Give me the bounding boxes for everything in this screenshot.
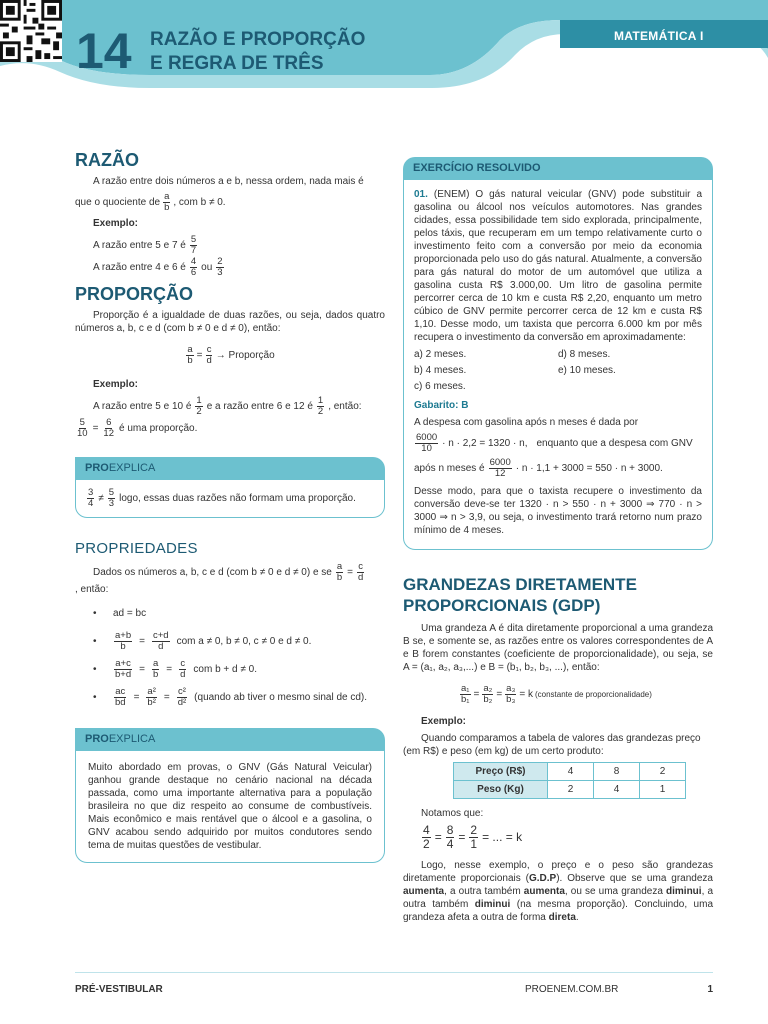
- option-e: e) 10 meses.: [558, 365, 616, 376]
- numerator: ac: [115, 685, 126, 697]
- proexplica-body: [75, 479, 385, 518]
- fraction: [446, 824, 455, 851]
- solution-gnv-expr: · n · 1,1 + 3000 = 550 · n + 3000.: [515, 463, 663, 474]
- table-cell: 4: [594, 781, 640, 799]
- list-item: • $\frac{a+b}{b}$ = $\frac{c+d}{d}$ com a ≠ 0, b ≠ 0, c ≠ 0 e d ≠ 0.: [93, 629, 312, 652]
- denominator: b²: [147, 696, 156, 708]
- table-row: [454, 781, 686, 799]
- table-cell: 4: [548, 763, 594, 781]
- denominator: 2: [317, 405, 324, 417]
- proporcao-example-text-a: A razão entre 5 e 10 é: [93, 400, 192, 412]
- fraction: [195, 396, 202, 417]
- razao-intro-text-a: A razão entre dois números a e b, nessa ordem, nada mais é: [93, 176, 364, 187]
- denominator: b: [336, 571, 343, 583]
- denominator: 1: [470, 837, 478, 851]
- fraction: [87, 488, 94, 509]
- keyword-aumenta: aumenta: [523, 886, 565, 897]
- table-cell: 8: [594, 763, 640, 781]
- proporcao-example-label: Exemplo:: [93, 379, 139, 390]
- proexplica-header: [75, 728, 385, 750]
- numerator: 6: [106, 416, 112, 428]
- table-row-header: Peso (Kg): [454, 781, 548, 799]
- gdp-formula: [459, 684, 713, 705]
- chapter-title-line-2: E REGRA DE TRÊS: [150, 53, 324, 74]
- numerator: a: [336, 560, 343, 572]
- option-a: a) 2 meses.: [414, 349, 467, 360]
- denominator: d²: [177, 696, 187, 708]
- numerator: a: [164, 191, 170, 202]
- option-c: c) 6 meses.: [414, 381, 466, 392]
- exercicio-number: 01.: [414, 189, 428, 200]
- fraction: [179, 659, 186, 680]
- numerator: a₁: [461, 683, 470, 694]
- proporcao-arrow-label: → Proporção: [215, 350, 275, 361]
- razao-intro-text-c: , com b ≠ 0.: [173, 197, 226, 208]
- denominator: b: [120, 640, 126, 652]
- denominator: d: [158, 640, 164, 652]
- denominator: b: [164, 202, 170, 213]
- razao-example-1-text: A razão entre 5 e 7 é: [93, 239, 186, 251]
- numerator: a+c: [115, 657, 131, 669]
- conclusion-text: , a outra também: [444, 886, 521, 897]
- exercicio-header: EXERCÍCIO RESOLVIDO: [403, 157, 713, 179]
- equals-sign: =: [347, 566, 354, 578]
- pro-label: PRO: [85, 462, 109, 474]
- fraction: [422, 824, 431, 851]
- numerator: a₃: [506, 683, 516, 694]
- propriedades-list: [93, 602, 385, 708]
- fraction: [152, 631, 170, 652]
- razao-example-label: Exemplo:: [93, 218, 139, 229]
- right-column: [403, 157, 713, 928]
- numerator: c: [358, 560, 364, 572]
- numerator: 6000: [416, 432, 438, 443]
- fraction: [482, 684, 493, 705]
- solution-line-3: [414, 458, 702, 479]
- denominator: 6: [190, 266, 197, 278]
- fraction: [357, 562, 364, 583]
- equals-sign: =: [196, 350, 203, 361]
- denominator: 4: [88, 498, 94, 509]
- proporcao-formula: [75, 345, 385, 366]
- equals-sign: =: [139, 635, 145, 647]
- property-1-text: ad = bc: [113, 607, 147, 619]
- numerator: 8: [446, 823, 454, 837]
- table-cell: 1: [640, 781, 686, 799]
- table-row: [454, 763, 686, 781]
- gdp-conclusion: [403, 859, 713, 924]
- razao-intro-line-2: [75, 192, 385, 213]
- equals-sign: =: [458, 830, 466, 844]
- numerator: 1: [317, 394, 324, 406]
- proporcao-example-text-c: , então:: [328, 400, 362, 412]
- denominator: 4: [446, 837, 454, 851]
- denominator: 10: [77, 427, 88, 439]
- conclusion-text: , a outra também: [403, 886, 714, 910]
- fraction: [489, 458, 512, 479]
- fraction: [505, 684, 516, 705]
- option-d: d) 8 meses.: [558, 349, 611, 360]
- chapter-title: [150, 28, 365, 76]
- denominator: b: [187, 355, 193, 366]
- explica-label: EXPLICA: [108, 733, 156, 745]
- conclusion-text: Logo, nesse exemplo, o preço e o peso são grandezas diretamente proporcionais (: [403, 860, 713, 884]
- ratio-tail: = ... = k: [482, 830, 523, 844]
- proporcao-example-text-d: é uma proporção.: [119, 422, 198, 434]
- option-b: b) 4 meses.: [414, 365, 467, 376]
- denominator: 12: [494, 468, 506, 479]
- denominator: d: [180, 668, 186, 680]
- solution-line-1: A despesa com gasolina após n meses é dada por: [414, 417, 639, 428]
- numerator: 4: [423, 823, 430, 837]
- fraction: [205, 345, 212, 366]
- denominator: bd: [115, 696, 126, 708]
- denominator: 12: [103, 427, 114, 439]
- proporcao-example-line-2: [75, 417, 385, 439]
- numerator: 4: [190, 255, 197, 267]
- page-number: 1: [707, 984, 713, 995]
- formula-note: (constante de proporcionalidade): [534, 690, 652, 699]
- numerator: a: [152, 657, 159, 669]
- numerator: 5: [190, 233, 197, 245]
- footer-website-link[interactable]: PROENEM.COM.BR: [525, 984, 619, 995]
- conclusion-text: , ou se uma grandeza: [564, 886, 663, 897]
- fraction: [114, 631, 132, 652]
- razao-example-1: [93, 234, 385, 256]
- numerator: 1: [196, 394, 202, 406]
- proexplica-header: [75, 457, 385, 479]
- table-cell: 2: [548, 781, 594, 799]
- razao-intro-text-b: que o quociente de: [75, 197, 161, 208]
- propriedades-intro-text: Dados os números a, b, c e d (com b ≠ 0 e d ≠ 0) e se: [93, 566, 332, 578]
- fraction: [216, 257, 223, 278]
- equals-sign: =: [133, 691, 140, 703]
- property-2-condition: com a ≠ 0, b ≠ 0, c ≠ 0 e d ≠ 0.: [176, 635, 312, 647]
- equals-sign: =: [473, 689, 480, 700]
- numerator: 6000: [489, 457, 511, 468]
- solution-line-2: [414, 433, 702, 454]
- property-3-condition: com b + d ≠ 0.: [193, 663, 257, 675]
- razao-example-2-or: ou: [201, 261, 213, 273]
- propriedades-intro: [93, 561, 385, 583]
- gdp-heading-line-2: PROPORCIONAIS (GDP): [403, 596, 601, 615]
- left-column: [75, 150, 385, 863]
- gdp-example-intro: Quando comparamos a tabela de valores das grandezas preço (em R$) e peso (em kg) de um certo produto:: [403, 733, 701, 757]
- fraction: [460, 684, 471, 705]
- exercicio-options: [414, 348, 702, 393]
- equals-sign: =: [92, 422, 99, 434]
- denominator: 2: [423, 837, 430, 851]
- list-item: • $\frac{ac}{bd}$ = $\frac{\text{a²}}{\text{b²}}$ = $\frac{\text{c²}}{\text{d²}}$ (quando ab tiver o mesmo sinal de cd).: [93, 685, 368, 708]
- gdp-notamos: Notamos que:: [421, 808, 484, 819]
- not-equal-sign: ≠: [98, 493, 104, 504]
- fraction: [76, 418, 89, 439]
- solution-conclusion: Desse modo, para que o taxista recupere o investimento da conversão deve-se ter 1320 · n > 550 · n + 3000 ⇒ 770 · n > 3000 ⇒ n > 3,9, ou seja, o investimento trará retorno num prazo mínimo de 4 meses.: [414, 486, 702, 536]
- fraction: [102, 418, 115, 439]
- section-heading-propriedades: PROPRIEDADES: [75, 540, 198, 557]
- equals-sign: =: [163, 691, 170, 703]
- subject-label: MATEMÁTICA I: [614, 29, 704, 43]
- table-row-header: Preço (R$): [454, 763, 548, 781]
- gdp-heading-line-1: GRANDEZAS DIRETAMENTE: [403, 575, 637, 594]
- section-heading-razao: RAZÃO: [75, 150, 139, 170]
- gdp-ratios: [421, 824, 713, 851]
- proexplica-1-text: logo, essas duas razões não formam uma proporção.: [119, 493, 356, 504]
- razao-example-2: [93, 256, 385, 278]
- gabarito: Gabarito: B: [414, 400, 469, 411]
- conclusion-gdp: G.D.P: [528, 873, 557, 884]
- numerator: a+b: [115, 629, 132, 641]
- proporcao-intro: Proporção é a igualdade de duas razões, ou seja, dados quatro números a, b, c e d (com b ≠ 0 e d ≠ 0), então:: [75, 310, 385, 334]
- explica-label: EXPLICA: [108, 462, 156, 474]
- proporcao-example-text-b: e a razão entre 6 e 12 é: [206, 400, 313, 412]
- denominator: 10: [421, 443, 432, 454]
- propriedades-intro-tail: , então:: [75, 584, 109, 595]
- numerator: 3: [88, 487, 94, 498]
- fraction: [186, 345, 193, 366]
- exercicio-body: [403, 179, 713, 550]
- fraction: [190, 235, 197, 256]
- fraction: [152, 659, 159, 680]
- footer-left-label: PRÉ-VESTIBULAR: [75, 984, 163, 995]
- fraction: [190, 257, 197, 278]
- denominator: b₁: [461, 694, 470, 705]
- solution-text-2: enquanto que a despesa com GNV: [536, 438, 693, 449]
- fraction: [114, 659, 132, 680]
- equals-sign: =: [166, 663, 173, 675]
- property-4-condition: (quando ab tiver o mesmo sinal de cd).: [194, 691, 368, 703]
- chapter-title-line-1: RAZÃO E PROPORÇÃO: [150, 29, 366, 50]
- numerator: c: [206, 344, 212, 355]
- proexplica-box-1: [75, 457, 385, 518]
- proexplica-box-2: [75, 728, 385, 863]
- denominator: b: [152, 668, 159, 680]
- exercicio-resolvido-box: [403, 157, 713, 550]
- numerator: a₂: [483, 683, 493, 694]
- numerator: c²: [177, 685, 186, 697]
- formula-k: = k: [519, 689, 533, 700]
- exercicio-question: [414, 188, 702, 344]
- fraction: [108, 488, 115, 509]
- denominator: 7: [190, 244, 197, 256]
- page-header: [0, 0, 768, 140]
- keyword-aumenta: aumenta: [403, 886, 445, 897]
- keyword-diminui: diminui: [474, 899, 511, 910]
- equals-sign: =: [434, 830, 442, 844]
- denominator: 3: [108, 498, 115, 509]
- fraction: [177, 687, 187, 708]
- gdp-intro: Uma grandeza A é dita diretamente proporcional a uma grandeza B se, e somente se, as razões entre os valores correspondentes de A e B forem constantes (coeficiente de proporcionalidade), ou seja, se A = (a₁, a₂, a₃,...) e B = (b₁, b₂, b₃, ...), então:: [403, 623, 713, 673]
- list-item: • ad = bc: [93, 607, 147, 619]
- fraction: [163, 192, 170, 213]
- keyword-diminui: diminui: [666, 886, 702, 897]
- section-heading-proporcao: PROPORÇÃO: [75, 284, 194, 304]
- exercicio-text: (ENEM) O gás natural veicular (GNV) pode substituir a gasolina ou álcool nos veículos automotores. Nas grandes cidades, essa possibilidade tem sido explorada, principalmente, pelos táxis, que recuperam em um tempo relativamente curto o investimento feito com a conversão por meio da economia proporcionada pelo uso do gás natural. Atualmente, a conversão para gás natural do motor de um automóvel que utiliza a gasolina custa R$ 3.000,00. Um litro de gasolina permite percorrer cerca de 10 km e custa R$ 2,20, enquanto um metro cúbico de GNV permite percorrer cerca de 12 km e custa R$ 1,10. Desse modo, um taxista que percorra 6.000 km por mês recupera o investimento da conversão em aproximadamente:: [414, 189, 703, 343]
- chapter-number: 14: [76, 23, 132, 79]
- proporcao-example-line-1: [93, 395, 385, 417]
- denominator: 2: [196, 405, 202, 417]
- numerator: c: [180, 657, 186, 669]
- denominator: d: [206, 355, 212, 366]
- proexplica-body: Muito abordado em provas, o GNV (Gás Natural Veicular) ganhou grande destaque no cenário nacional na década passada, como uma importante alternativa para a população brasileira no que diz respeito ao consume de combustíveis. Mais econômico e mais rentável que o álcool e a gasolina, o GNV acabou sendo adquirido por muitos condutores sendo tema de muitas questões de vestibular.: [75, 750, 385, 863]
- numerator: a²: [147, 685, 156, 697]
- numerator: c+d: [152, 629, 169, 641]
- numerator: a: [187, 344, 193, 355]
- fraction: [336, 562, 343, 583]
- numerator: 5: [108, 487, 115, 498]
- razao-example-2-text: A razão entre 4 e 6 é: [93, 261, 186, 273]
- section-heading-gdp: [403, 574, 713, 616]
- conclusion-text: (na mesma proporção). Concluindo, uma grandeza afeta a outra de forma: [403, 899, 714, 923]
- pro-label: PRO: [85, 733, 109, 745]
- qr-code-icon[interactable]: [0, 0, 62, 62]
- footer-divider: [75, 972, 713, 973]
- denominator: b₃: [506, 694, 516, 705]
- list-item: • $\frac{a+c}{b+d}$ = $\frac{a}{b}$ = $\frac{c}{d}$ com b + d ≠ 0.: [93, 657, 257, 680]
- keyword-direta: direta: [548, 912, 576, 923]
- numerator: 2: [217, 255, 223, 267]
- solution-gasolina-expr: · n · 2,2 = 1320 · n,: [442, 438, 528, 449]
- denominator: 3: [217, 266, 223, 278]
- gdp-example-label: Exemplo:: [421, 716, 467, 727]
- denominator: d: [358, 571, 364, 583]
- conclusion-text: .: [575, 912, 579, 923]
- fraction: [415, 433, 438, 454]
- fraction: [146, 687, 156, 708]
- razao-intro: [75, 175, 385, 188]
- denominator: b+d: [115, 668, 132, 680]
- denominator: b₂: [483, 694, 493, 705]
- conclusion-text: ). Observe que se uma grandeza: [556, 873, 713, 884]
- fraction: [114, 687, 127, 708]
- gdp-table: [453, 762, 686, 799]
- solution-text-3: após n meses é: [414, 463, 485, 474]
- numerator: 5: [79, 416, 85, 428]
- fraction: [317, 396, 324, 417]
- equals-sign: =: [496, 689, 503, 700]
- fraction: [469, 824, 478, 851]
- table-cell: 2: [640, 763, 686, 781]
- numerator: 2: [470, 823, 478, 837]
- equals-sign: =: [139, 663, 145, 675]
